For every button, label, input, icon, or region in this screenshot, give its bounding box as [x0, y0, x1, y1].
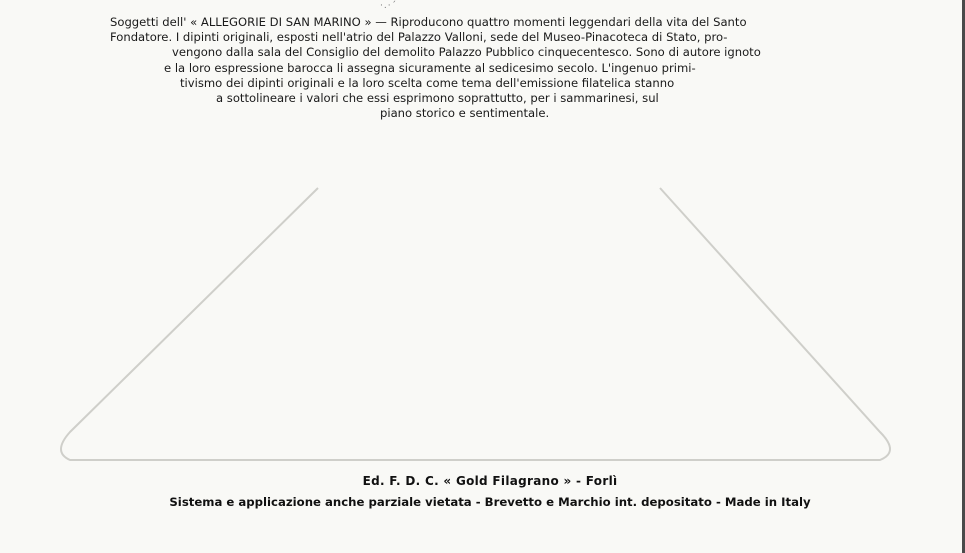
publisher-line: Ed. F. D. C. « Gold Filagrano » - Forlì: [362, 474, 618, 488]
description-line: e la loro espressione barocca li assegna sicuramente al sedicesimo secolo. L'ingenuo primi-: [164, 60, 696, 75]
description-line: Soggetti dell' « ALLEGORIE DI SAN MARINO » — Riproducono quattro momenti leggendari della vita del Santo: [110, 15, 747, 29]
description-line: Fondatore. I dipinti originali, esposti nell'atrio del Palazzo Valloni, sede del Museo-Pinacoteca di Stato, pro-: [110, 30, 728, 45]
description-line: a sottolineare i valori che essi esprimono soprattutto, per i sammarinesi, sul: [216, 91, 659, 106]
description-line: tivismo dei dipinti originali e la loro scelta come tema dell'emissione filatelica stanno: [180, 75, 675, 90]
publisher-footer: [140, 472, 840, 511]
legal-notice-line: Sistema e applicazione anche parziale vietata - Brevetto e Marchio int. depositato - Made in Italy: [169, 495, 811, 509]
description-text-block: [108, 15, 866, 121]
description-line: piano storico e sentimentale.: [380, 106, 550, 121]
printing-speck: ·.·´: [380, 1, 398, 11]
description-line: vengono dalla sala del Consiglio del demolito Palazzo Pubblico cinquecentesco. Sono di autore ignoto: [172, 45, 761, 60]
bottom-flap-edge: [61, 188, 890, 460]
